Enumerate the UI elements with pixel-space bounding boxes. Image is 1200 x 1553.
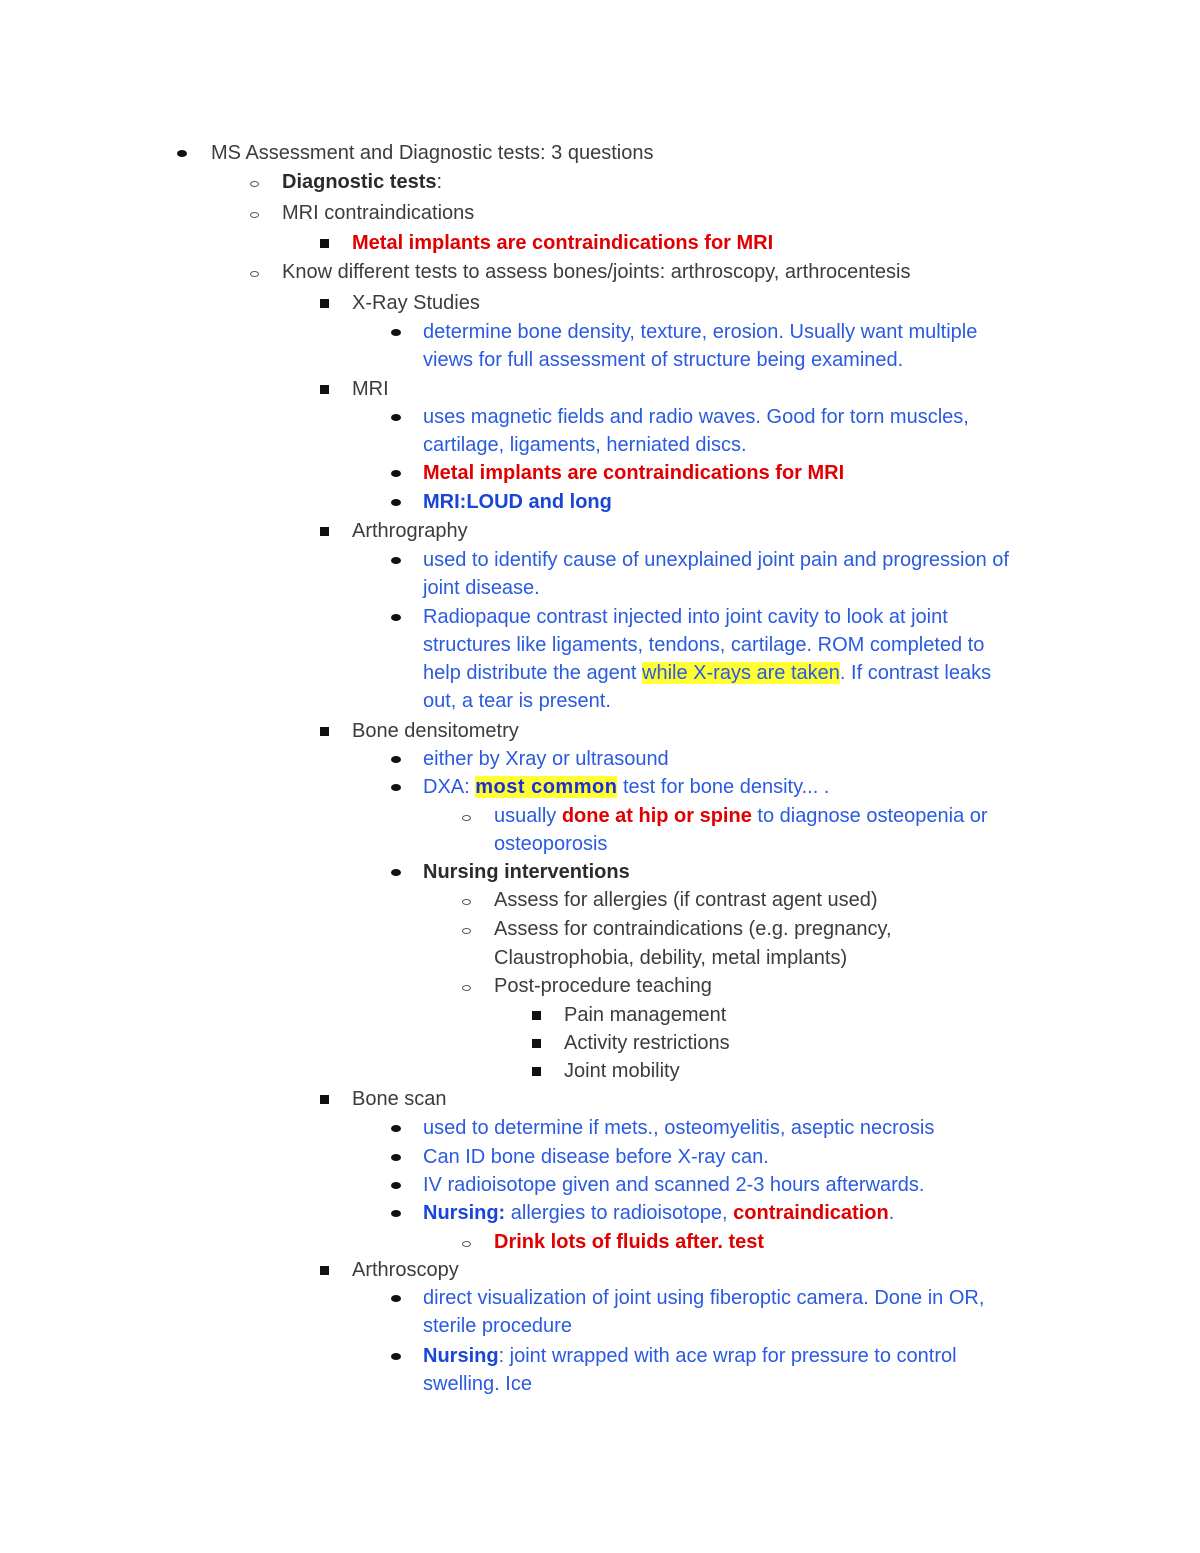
list-item-continuation	[0, 346, 1200, 374]
arthroscopy-item1-line2: sterile procedure	[423, 1315, 572, 1337]
sub1-bold: done at hip or spine	[561, 805, 752, 827]
bullet-dot-icon	[384, 858, 408, 886]
list-item	[0, 886, 1200, 914]
list-item-continuation	[0, 687, 1200, 715]
section-heading-mri	[0, 375, 1200, 403]
bullet-square-icon	[312, 1085, 336, 1113]
bone-scan-item2: Can ID bone disease before X-ray can.	[423, 1146, 769, 1168]
arthroscopy-heading: Arthroscopy	[352, 1259, 459, 1281]
bullet-ring-icon	[454, 915, 478, 943]
outline-item-metal-implants	[0, 229, 1200, 257]
highlighted-text: while X-rays are taken	[642, 662, 840, 684]
bullet-ring-icon	[454, 1228, 478, 1256]
list-item	[0, 403, 1200, 431]
nursing-item3: Post-procedure teaching	[494, 975, 712, 997]
list-item	[0, 1057, 1200, 1085]
bullet-ring-icon	[454, 886, 478, 914]
sub1-line2: osteoporosis	[494, 833, 608, 855]
diagnostic-tests-label: Diagnostic tests	[282, 171, 437, 193]
colon: :	[436, 171, 443, 193]
bullet-dot-icon	[384, 546, 408, 574]
mri-item1-line2: cartilage, ligaments, herniated discs.	[423, 434, 747, 456]
bullet-dot-icon	[384, 603, 408, 631]
bullet-square-icon	[524, 1057, 548, 1085]
dxa-label: DXA:	[423, 776, 476, 798]
arthroscopy-item2-line2: swelling. Ice	[423, 1373, 532, 1395]
arthrography-item2-line3a: help distribute the agent	[423, 662, 643, 684]
bullet-square-icon	[312, 289, 336, 317]
arthrography-item2-line4: out, a tear is present.	[423, 690, 611, 712]
nursing-interventions-heading: Nursing interventions	[423, 861, 630, 883]
mri-item3: MRI:LOUD and long	[423, 491, 612, 513]
bone-scan-item4-a: allergies to radioisotope,	[505, 1202, 734, 1224]
bullet-dot-icon	[384, 459, 408, 487]
xray-heading: X-Ray Studies	[352, 292, 480, 314]
bullet-ring-icon	[242, 168, 266, 196]
list-item-continuation	[0, 830, 1200, 858]
section-heading-arthroscopy	[0, 1256, 1200, 1284]
list-item	[0, 1199, 1200, 1227]
bullet-square-icon	[312, 1256, 336, 1284]
list-item-continuation	[0, 631, 1200, 659]
bone-dens-item1: either by Xray or ultrasound	[423, 748, 669, 770]
list-item	[0, 915, 1200, 943]
bullet-dot-icon	[384, 1171, 408, 1199]
bullet-dot-icon	[170, 139, 194, 167]
bullet-square-icon	[312, 229, 336, 257]
bullet-dot-icon	[384, 1143, 408, 1171]
arthroscopy-item2-a: : joint wrapped with ace wrap for pressure to control	[498, 1345, 957, 1367]
bullet-dot-icon	[384, 1114, 408, 1142]
nursing-item2-line1: Assess for contraindications (e.g. pregnancy,	[494, 918, 892, 940]
list-item	[0, 1228, 1200, 1256]
bullet-ring-icon	[454, 802, 478, 830]
section-heading-bone-densitometry	[0, 717, 1200, 745]
bullet-dot-icon	[384, 745, 408, 773]
bullet-dot-icon	[384, 1342, 408, 1370]
outline-item-l1	[0, 139, 1200, 167]
bullet-square-icon	[312, 717, 336, 745]
bullet-square-icon	[524, 1029, 548, 1057]
know-tests-text: Know different tests to assess bones/joints: arthroscopy, arthrocentesis	[282, 261, 911, 283]
list-item	[0, 972, 1200, 1000]
bone-scan-sub1: Drink lots of fluids after. test	[494, 1231, 765, 1253]
section-heading-xray	[0, 289, 1200, 317]
section-heading-bone-scan	[0, 1085, 1200, 1113]
xray-item1-line2: views for full assessment of structure being examined.	[423, 349, 904, 371]
l1-title: MS Assessment and Diagnostic tests: 3 questions	[211, 142, 654, 164]
list-item	[0, 1001, 1200, 1029]
highlighted-text: most common	[475, 776, 618, 798]
arthrography-heading: Arthrography	[352, 520, 468, 542]
bone-scan-item3: IV radioisotope given and scanned 2-3 hours afterwards.	[423, 1174, 925, 1196]
bullet-ring-icon	[242, 258, 266, 286]
bullet-ring-icon	[242, 199, 266, 227]
list-item	[0, 802, 1200, 830]
nursing-item1: Assess for allergies (if contrast agent used)	[494, 889, 878, 911]
post-procedure-item: Joint mobility	[564, 1060, 680, 1082]
outline-item-mri-contra	[0, 199, 1200, 227]
bone-scan-heading: Bone scan	[352, 1088, 447, 1110]
bullet-dot-icon	[384, 1199, 408, 1227]
nursing-item2-line2: Claustrophobia, debility, metal implants)	[494, 947, 848, 969]
mri-contra-text: MRI contraindications	[282, 202, 475, 224]
nursing-label: Nursing	[423, 1345, 499, 1367]
bullet-dot-icon	[384, 1284, 408, 1312]
list-item	[0, 1342, 1200, 1370]
list-item	[0, 858, 1200, 886]
list-item	[0, 745, 1200, 773]
list-item	[0, 1171, 1200, 1199]
bullet-dot-icon	[384, 773, 408, 801]
sub1-b: to diagnose osteopenia or	[751, 805, 988, 827]
post-procedure-item: Pain management	[564, 1004, 727, 1026]
arthrography-item2-line2: structures like ligaments, tendons, cartilage. ROM completed to	[423, 634, 985, 656]
list-item	[0, 1114, 1200, 1142]
list-item	[0, 459, 1200, 487]
list-item-continuation	[0, 574, 1200, 602]
xray-item1-line1: determine bone density, texture, erosion. Usually want multiple	[423, 321, 978, 343]
bullet-square-icon	[524, 1001, 548, 1029]
bullet-dot-icon	[384, 488, 408, 516]
arthrography-item1-line1: used to identify cause of unexplained joint pain and progression of	[423, 549, 1009, 571]
mri-heading: MRI	[352, 378, 389, 400]
arthrography-item1-line2: joint disease.	[423, 577, 540, 599]
list-item	[0, 603, 1200, 631]
list-item	[0, 318, 1200, 346]
sub1-a: usually	[494, 805, 562, 827]
list-item-continuation	[0, 1312, 1200, 1340]
mri-item1-line1: uses magnetic fields and radio waves. Good for torn muscles,	[423, 406, 969, 428]
list-item-continuation	[0, 431, 1200, 459]
outline-item-diagnostic-tests	[0, 168, 1200, 196]
outline-item-know-tests	[0, 258, 1200, 286]
list-item	[0, 773, 1200, 801]
dxa-rest: test for bone density... .	[617, 776, 830, 798]
bone-scan-item4-b: .	[888, 1202, 895, 1224]
bullet-dot-icon	[384, 403, 408, 431]
bone-densitometry-heading: Bone densitometry	[352, 720, 519, 742]
list-item	[0, 546, 1200, 574]
bullet-ring-icon	[454, 972, 478, 1000]
bullet-dot-icon	[384, 318, 408, 346]
arthrography-item2-line1: Radiopaque contrast injected into joint cavity to look at joint	[423, 606, 948, 628]
list-item-continuation	[0, 659, 1200, 687]
bullet-square-icon	[312, 517, 336, 545]
metal-implants-text: Metal implants are contraindications for MRI	[352, 232, 774, 254]
arthroscopy-item1-line1: direct visualization of joint using fiberoptic camera. Done in OR,	[423, 1287, 985, 1309]
mri-item2: Metal implants are contraindications for MRI	[423, 462, 845, 484]
list-item-continuation	[0, 944, 1200, 972]
bone-scan-item1: used to determine if mets., osteomyelitis, aseptic necrosis	[423, 1117, 935, 1139]
contraindication-text: contraindication	[733, 1202, 889, 1224]
nursing-label: Nursing:	[423, 1202, 506, 1224]
section-heading-arthrography	[0, 517, 1200, 545]
post-procedure-item: Activity restrictions	[564, 1032, 730, 1054]
bullet-square-icon	[312, 375, 336, 403]
list-item	[0, 1029, 1200, 1057]
list-item-continuation	[0, 1370, 1200, 1398]
list-item	[0, 488, 1200, 516]
arthrography-item2-line3b: . If contrast leaks	[839, 662, 992, 684]
list-item	[0, 1143, 1200, 1171]
list-item	[0, 1284, 1200, 1312]
